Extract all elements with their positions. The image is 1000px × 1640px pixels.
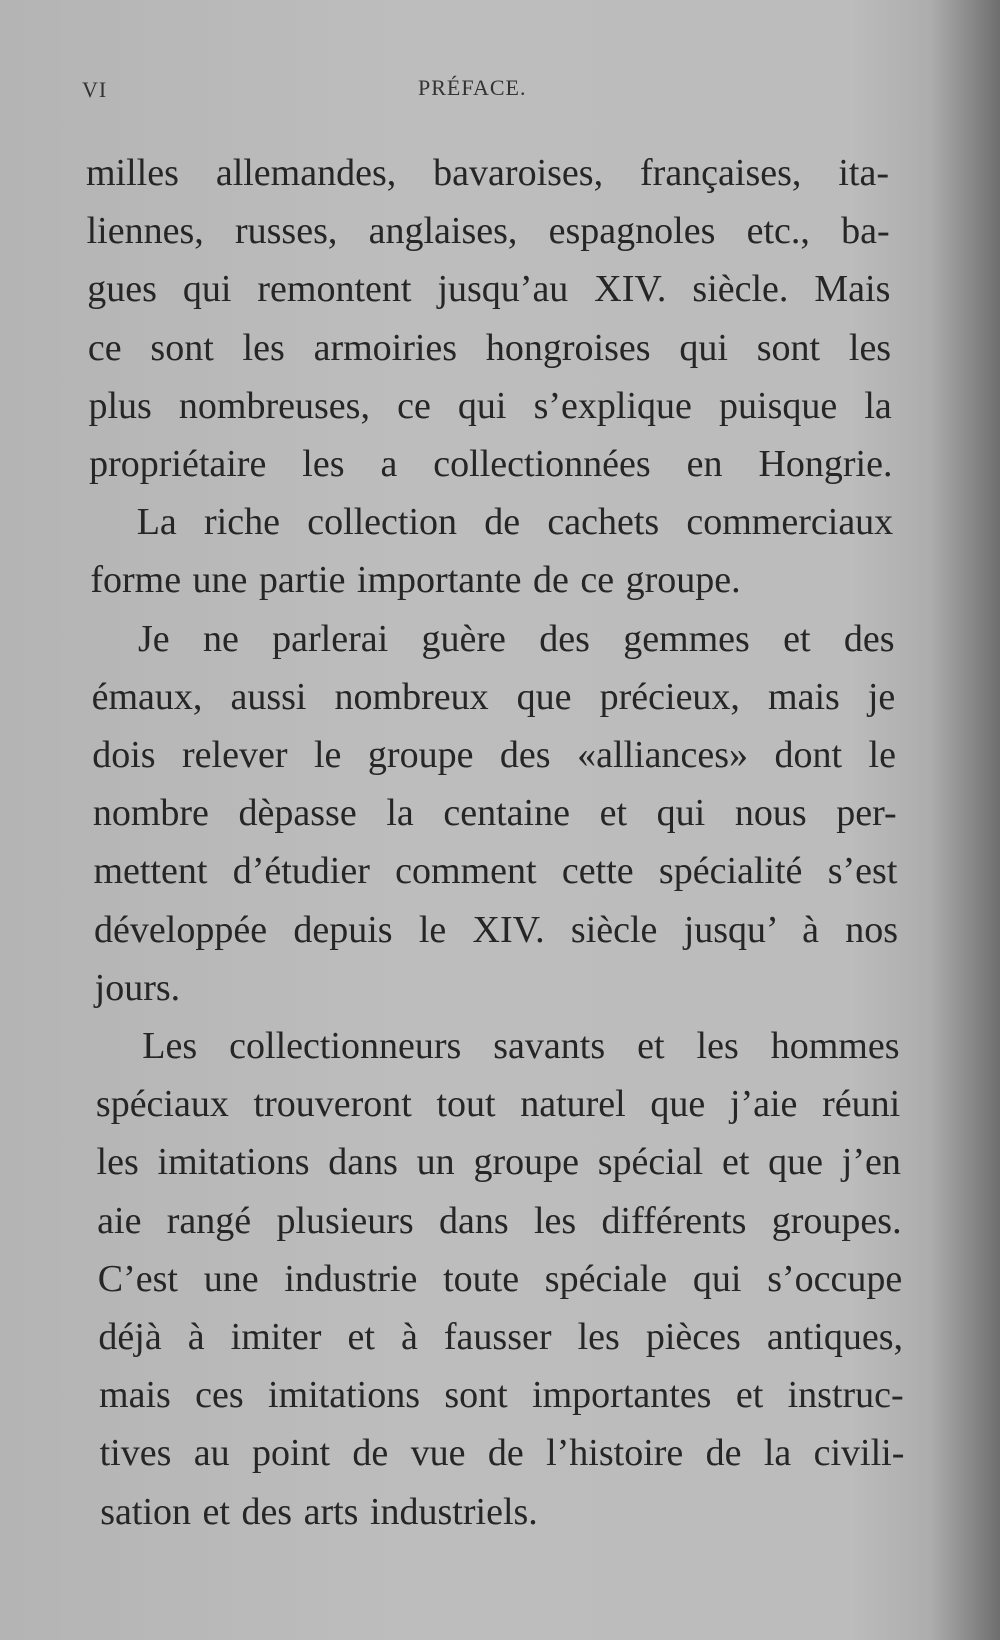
text-line: développée depuis le XIV. siècle jusqu’ à nos: [94, 908, 899, 951]
text-line: aie rangé plusieurs dans les différents groupes.: [97, 1199, 902, 1242]
text-line: C’est une industrie toute spéciale qui s’occupe: [97, 1257, 903, 1300]
text-line: spéciaux trouveront tout naturel que j’aie réuni: [95, 1083, 901, 1126]
text-line: les imitations dans un groupe spécial et que j’en: [96, 1141, 901, 1184]
text-line: jours.: [94, 966, 181, 1009]
text-line: déjà à imiter et à fausser les pièces antiques,: [98, 1316, 903, 1358]
text-line: liennes, russes, anglaises, espagnoles etc., ba-: [86, 210, 890, 253]
text-line: tives au point de vue de l’histoire de la civili-: [99, 1432, 905, 1475]
text-line: émaux, aussi nombreux que précieux, mais je: [91, 675, 896, 718]
text-line: Je ne parlerai guère des gemmes et des: [137, 617, 895, 660]
text-line: plus nombreuses, ce qui s’explique puisque la: [88, 384, 892, 427]
text-line: La riche collection de cachets commerciaux: [136, 501, 894, 544]
page-number: VI: [82, 77, 108, 102]
text-line: gues qui remontent jusqu’au XIV. siècle. Mais: [87, 268, 891, 311]
text-line: ce sont les armoiries hongroises qui sont les: [87, 326, 892, 369]
text-line: mettent d’étudier comment cette spécialité s’est: [93, 850, 898, 893]
text-line: nombre dèpasse la centaine et qui nous per-: [92, 792, 897, 835]
text-line: sation et des arts industriels.: [100, 1490, 538, 1533]
text-line: propriétaire les a collectionnées en Hongrie.: [89, 443, 893, 485]
text-line: dois relever le groupe des «alliances» dont le: [92, 734, 896, 776]
text-line: mais ces imitations sont importantes et instruc-: [99, 1374, 904, 1417]
text-line: forme une partie importante de ce groupe.: [90, 559, 741, 602]
running-header: PRÉFACE.: [418, 75, 527, 100]
text-line: Les collectionneurs savants et les hommes: [142, 1025, 900, 1067]
text-line: milles allemandes, bavaroises, françaises, ita-: [86, 152, 889, 194]
